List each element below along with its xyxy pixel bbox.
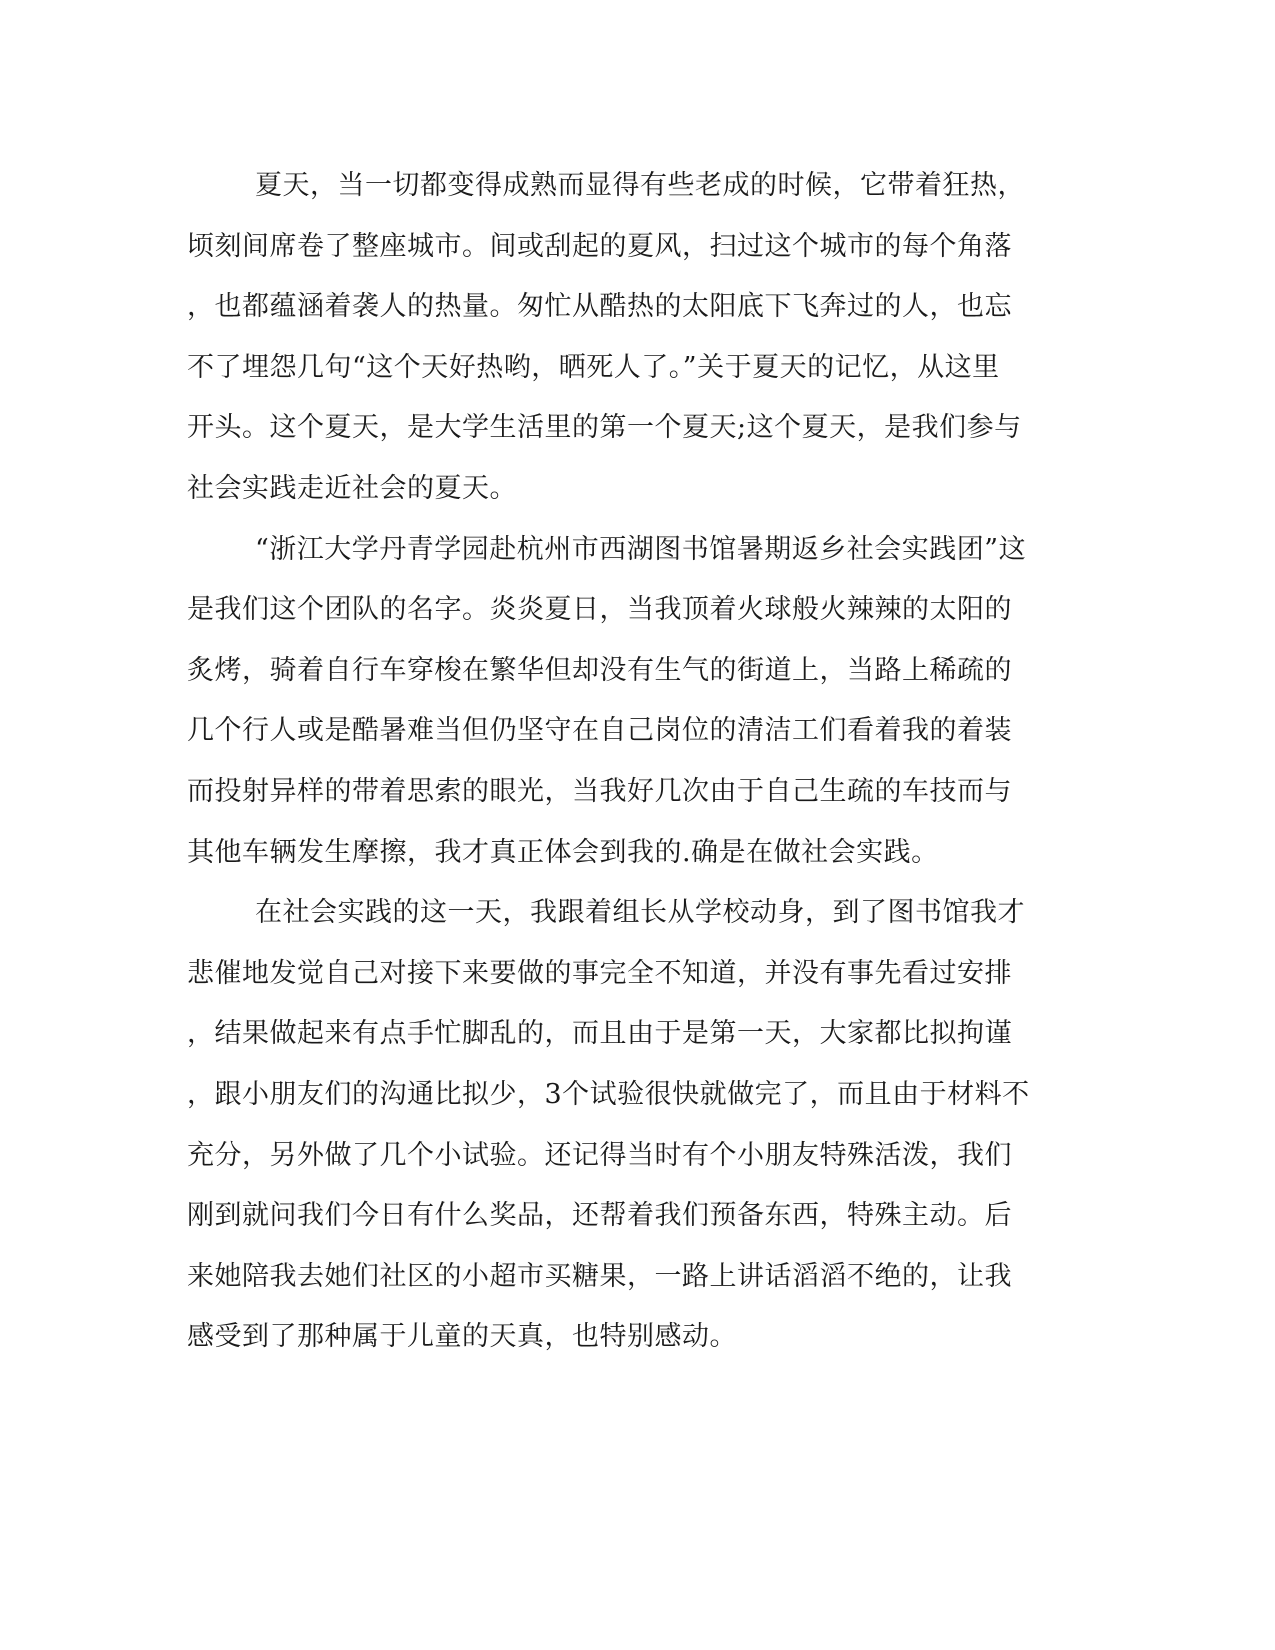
text-line: 是我们这个团队的名字。炎炎夏日，当我顶着火球般火辣辣的太阳的 <box>187 594 1012 626</box>
paragraph-2 <box>187 520 1057 884</box>
text-line: 夏天，当一切都变得成熟而显得有些老成的时候，它带着狂热， <box>255 170 1025 201</box>
text-line: “浙江大学丹青学园赴杭州市西湖图书馆暑期返乡社会实践团”这 <box>255 533 1027 565</box>
text-line: 炙烤，骑着自行车穿梭在繁华但却没有生气的街道上，当路上稀疏的 <box>187 654 1012 686</box>
paragraph-3 <box>187 883 1057 1368</box>
text-line: 刚到就问我们今日有什么奖品，还帮着我们预备东西，特殊主动。后 <box>187 1200 1012 1232</box>
text-line: ，跟小朋友们的沟通比拟少，3个试验很快就做完了，而且由于材料不 <box>187 1078 1030 1110</box>
paragraph-1 <box>187 156 1057 520</box>
text-line: 感受到了那种属于儿童的天真，也特别感动。 <box>187 1321 737 1353</box>
text-line: 社会实践走近社会的夏天。 <box>187 472 517 504</box>
text-line: 顷刻间席卷了整座城市。间或刮起的夏风，扫过这个城市的每个角落 <box>187 230 1012 262</box>
text-line: 在社会实践的这一天，我跟着组长从学校动身，到了图书馆我才 <box>255 897 1025 929</box>
text-line: ，结果做起来有点手忙脚乱的，而且由于是第一天，大家都比拟拘谨 <box>187 1018 1012 1050</box>
text-line: ，也都蕴涵着袭人的热量。匆忙从酷热的太阳底下飞奔过的人，也忘 <box>187 291 1012 323</box>
text-line: 来她陪我去她们社区的小超市买糖果，一路上讲话滔滔不绝的，让我 <box>187 1260 1012 1292</box>
text-line: 其他车辆发生摩擦，我才真正体会到我的.确是在做社会实践。 <box>187 836 939 868</box>
text-line: 不了埋怨几句“这个天好热哟，晒死人了。”关于夏天的记忆，从这里 <box>187 351 1000 383</box>
text-line: 而投射异样的带着思索的眼光，当我好几次由于自己生疏的车技而与 <box>187 775 1012 807</box>
text-line: 充分，另外做了几个小试验。还记得当时有个小朋友特殊活泼，我们 <box>187 1139 1012 1171</box>
text-line: 开头。这个夏天，是大学生活里的第一个夏天;这个夏天，是我们参与 <box>187 412 1022 444</box>
text-line: 几个行人或是酷暑难当但仍坚守在自己岗位的清洁工们看着我的着装 <box>187 715 1012 747</box>
text-line: 悲催地发觉自己对接下来要做的事完全不知道，并没有事先看过安排 <box>187 957 1012 989</box>
document-body <box>187 156 1057 1368</box>
